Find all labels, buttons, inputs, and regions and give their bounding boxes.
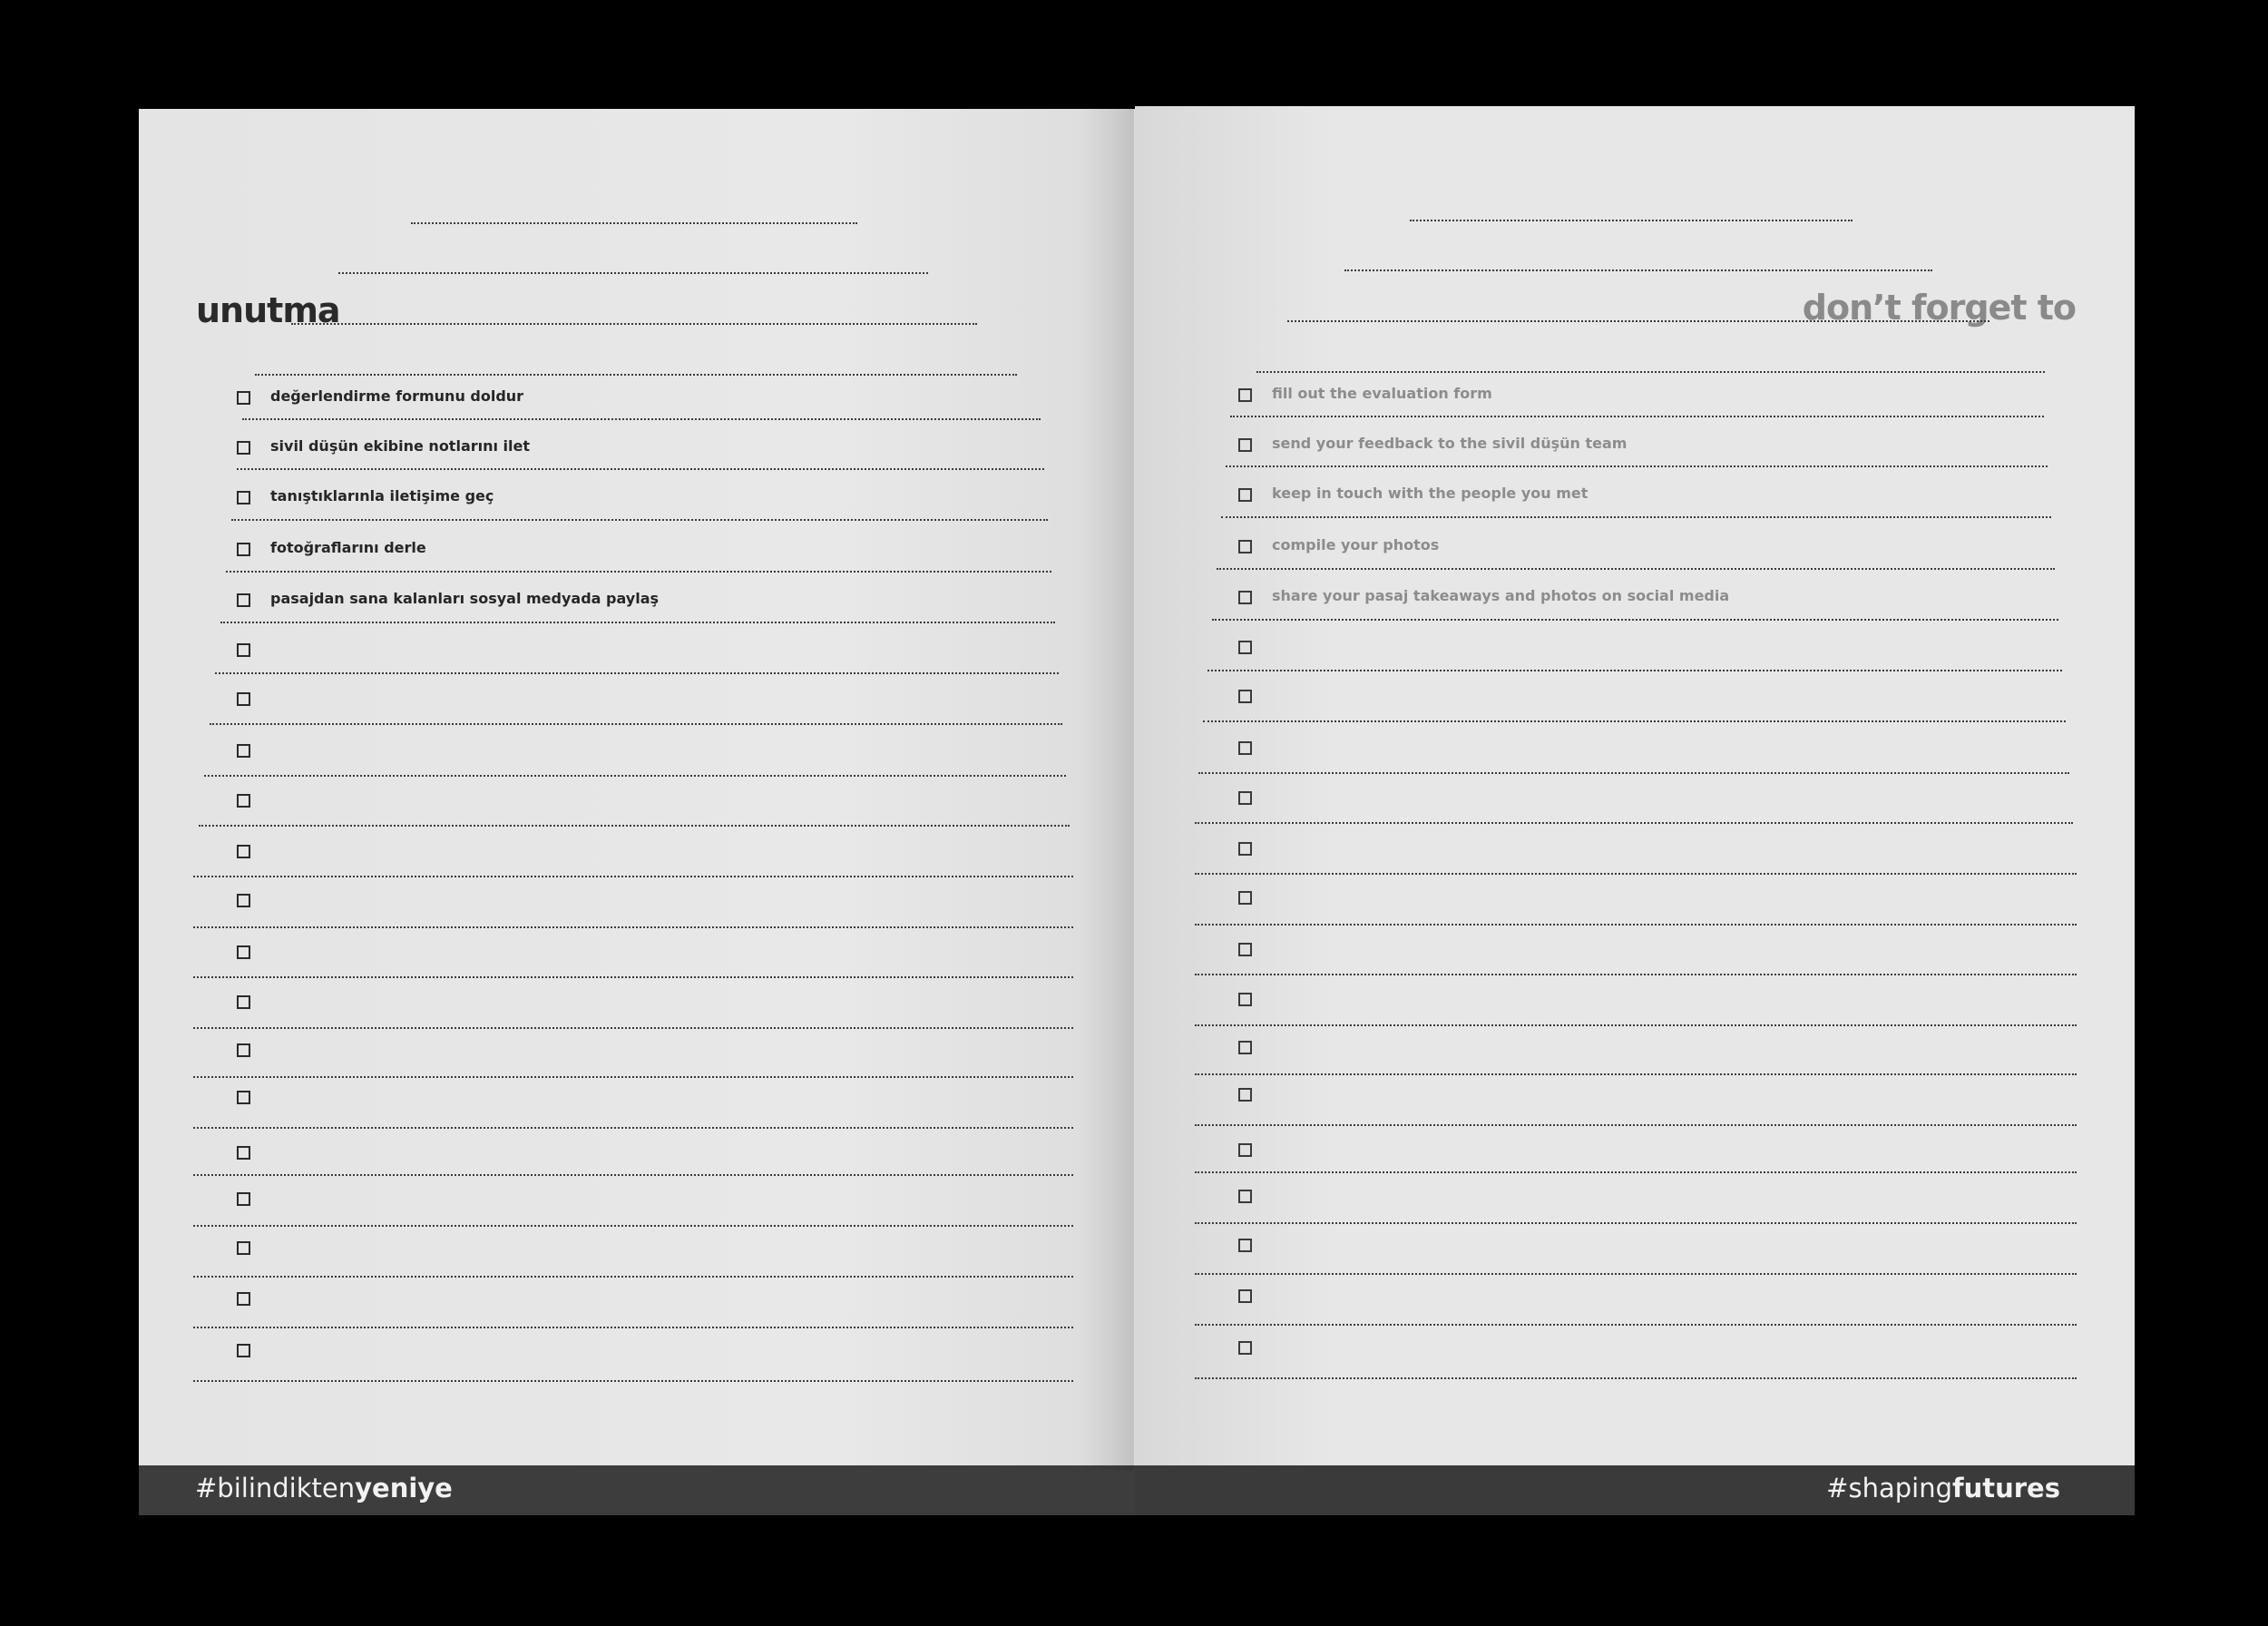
dotted-row-line [1195, 1324, 2077, 1326]
checkbox-icon[interactable] [1238, 993, 1252, 1006]
right-page [1135, 106, 2135, 1515]
checkbox-icon[interactable] [1238, 1190, 1252, 1203]
dotted-row-line [1195, 873, 2077, 875]
checkbox-icon[interactable] [1238, 641, 1252, 654]
dotted-row-line [1212, 619, 2058, 621]
checklist-item-label: pasajdan sana kalanları sosyal medyada paylaş [270, 590, 660, 607]
checklist-item[interactable] [237, 877, 1053, 928]
checkbox-icon[interactable] [237, 491, 250, 504]
dotted-row-line [1207, 670, 2062, 671]
checklist-item[interactable] [1238, 574, 2055, 625]
checklist-item[interactable] [237, 979, 1053, 1030]
checkbox-icon[interactable] [1238, 1289, 1252, 1303]
checklist-item[interactable] [237, 828, 1053, 879]
dotted-row-line [193, 1076, 1073, 1078]
dotted-row-line [1203, 720, 2066, 722]
checkbox-icon[interactable] [237, 643, 250, 657]
checklist-item[interactable] [1238, 1127, 2055, 1178]
checklist-item-label: sivil düşün ekibine notlarını ilet [270, 437, 531, 455]
checklist-item[interactable] [237, 929, 1053, 980]
checkbox-icon[interactable] [1238, 943, 1252, 956]
checklist-item[interactable] [237, 1176, 1053, 1227]
page-title: unutma [196, 290, 340, 330]
dotted-row-line [204, 775, 1066, 777]
checklist-item-label: fill out the evaluation form [1272, 385, 1492, 402]
dotted-row-line [199, 825, 1070, 827]
checkbox-icon[interactable] [237, 1241, 250, 1255]
checklist-item[interactable] [1238, 1325, 2055, 1376]
dotted-row-line [1195, 974, 2077, 975]
checkbox-icon[interactable] [1238, 791, 1252, 805]
footer-band [139, 1465, 1135, 1515]
checkbox-icon[interactable] [237, 543, 250, 556]
checklist-item[interactable] [1238, 524, 2055, 574]
checkbox-icon[interactable] [237, 794, 250, 808]
dotted-row-line [193, 876, 1073, 877]
checklist-item[interactable] [237, 728, 1053, 779]
dotted-row-line [215, 672, 1059, 674]
checklist-item-label: share your pasaj takeaways and photos on social media [1272, 587, 1730, 604]
dotted-row-line [1195, 822, 2073, 824]
dotted-row-line [1198, 772, 2069, 774]
dotted-row-line [193, 976, 1073, 978]
checkbox-icon[interactable] [1238, 388, 1252, 402]
checkbox-icon[interactable] [237, 1091, 250, 1104]
checkbox-icon[interactable] [1238, 690, 1252, 703]
checkbox-icon[interactable] [1238, 842, 1252, 856]
checklist-item[interactable] [237, 1074, 1053, 1125]
checklist-item[interactable] [237, 577, 1053, 628]
dotted-row-line [237, 468, 1044, 470]
checkbox-icon[interactable] [237, 1344, 250, 1357]
hashtag-light-part: #bilindikten [195, 1473, 356, 1504]
hashtag-light-part: #shaping [1826, 1473, 1952, 1504]
checkbox-icon[interactable] [237, 845, 250, 858]
checkbox-icon[interactable] [1238, 540, 1252, 553]
dotted-row-line [1195, 1024, 2077, 1026]
left-page [139, 109, 1135, 1515]
checkbox-icon[interactable] [1238, 438, 1252, 452]
dotted-row-line [1217, 568, 2055, 570]
checkbox-icon[interactable] [237, 1043, 250, 1057]
checklist-item[interactable] [237, 1130, 1053, 1180]
dotted-row-line [193, 1027, 1073, 1029]
checklist-item[interactable] [1238, 826, 2055, 877]
dotted-row-line [1195, 1073, 2077, 1075]
checkbox-icon[interactable] [237, 995, 250, 1009]
checklist-item[interactable] [1238, 1222, 2055, 1273]
checkbox-icon[interactable] [237, 1146, 250, 1160]
dotted-guide-line [291, 323, 977, 325]
checkbox-icon[interactable] [1238, 1041, 1252, 1054]
dotted-row-line [1230, 416, 2044, 417]
checklist-item[interactable] [1238, 976, 2055, 1027]
dotted-row-line [193, 1127, 1073, 1129]
dotted-guide-line [338, 272, 928, 274]
checklist-item[interactable] [1238, 875, 2055, 926]
checkbox-icon[interactable] [237, 391, 250, 405]
hashtag-bold-part: futures [1951, 1473, 2060, 1504]
checklist-item[interactable] [1238, 1273, 2055, 1324]
checkbox-icon[interactable] [1238, 1088, 1252, 1102]
checklist-item[interactable] [1238, 775, 2055, 826]
dotted-row-line [1195, 1222, 2077, 1224]
checkbox-icon[interactable] [237, 894, 250, 907]
checkbox-icon[interactable] [1238, 741, 1252, 755]
dotted-row-line [193, 1276, 1073, 1278]
checklist-item[interactable] [1238, 1024, 2055, 1075]
checkbox-icon[interactable] [1238, 1341, 1252, 1355]
checklist-item[interactable] [1238, 725, 2055, 776]
checkbox-icon[interactable] [1238, 891, 1252, 905]
dotted-row-line [193, 1380, 1073, 1382]
dotted-row-line [242, 418, 1041, 420]
dotted-row-line [193, 1225, 1073, 1227]
checkbox-icon[interactable] [1238, 1239, 1252, 1252]
dotted-row-line [193, 926, 1073, 928]
checklist-item[interactable] [1238, 926, 2055, 977]
dotted-row-line [1221, 516, 2051, 518]
checkbox-icon[interactable] [1238, 591, 1252, 604]
footer-band [1135, 1465, 2135, 1515]
footer-hashtag [1826, 1473, 2060, 1504]
checkbox-icon[interactable] [1238, 488, 1252, 502]
checkbox-icon[interactable] [237, 945, 250, 959]
checkbox-icon[interactable] [237, 441, 250, 455]
checklist-item[interactable] [1238, 624, 2055, 675]
checklist-item[interactable] [1238, 1072, 2055, 1122]
page-title: don’t forget to [1802, 288, 2076, 328]
checkbox-icon[interactable] [237, 1292, 250, 1306]
dotted-row-line [1195, 1273, 2077, 1275]
checklist-item-label: send your feedback to the sivil düşün team [1272, 435, 1628, 452]
checkbox-icon[interactable] [237, 744, 250, 758]
dotted-row-line [193, 1174, 1073, 1176]
dotted-row-line [1195, 1377, 2077, 1379]
dotted-row-line [1226, 465, 2048, 467]
hashtag-bold-part: yeniye [355, 1473, 453, 1504]
checklist-item[interactable] [237, 676, 1053, 727]
checkbox-icon[interactable] [237, 692, 250, 706]
checklist-item[interactable] [237, 1276, 1053, 1327]
dotted-guide-line [411, 222, 857, 224]
checklist-item[interactable] [1238, 472, 2055, 523]
checklist-item-label: değerlendirme formunu doldur [270, 387, 524, 405]
dotted-row-line [193, 1327, 1073, 1328]
checklist-item-label: fotoğraflarını derle [270, 539, 426, 556]
checklist-item[interactable] [237, 475, 1053, 525]
dotted-row-line [226, 571, 1051, 573]
checklist-item[interactable] [237, 627, 1053, 678]
checkbox-icon[interactable] [237, 1192, 250, 1206]
dotted-guide-line [1410, 220, 1853, 221]
footer-hashtag [195, 1473, 453, 1504]
checkbox-icon[interactable] [237, 593, 250, 607]
dotted-row-line [210, 723, 1062, 725]
checklist-item[interactable] [1238, 1173, 2055, 1224]
dotted-guide-line [1287, 320, 1989, 322]
dotted-row-line [1195, 1171, 2077, 1173]
dotted-row-line [1195, 1124, 2077, 1126]
checklist-item-label: tanıştıklarınla iletişime geç [270, 487, 494, 504]
checklist-item[interactable] [237, 778, 1053, 828]
checklist-item[interactable] [237, 1327, 1053, 1378]
checklist-item[interactable] [1238, 673, 2055, 724]
dotted-row-line [220, 622, 1055, 623]
dotted-row-line [231, 519, 1048, 521]
dotted-row-line [1195, 924, 2077, 926]
checklist-item-label: compile your photos [1272, 536, 1440, 553]
checklist-item-label: keep in touch with the people you met [1272, 485, 1589, 502]
checkbox-icon[interactable] [1238, 1143, 1252, 1157]
checklist-item[interactable] [237, 1027, 1053, 1078]
dotted-guide-line [1344, 269, 1932, 271]
checklist-item[interactable] [237, 1225, 1053, 1276]
checklist-item[interactable] [237, 526, 1053, 577]
